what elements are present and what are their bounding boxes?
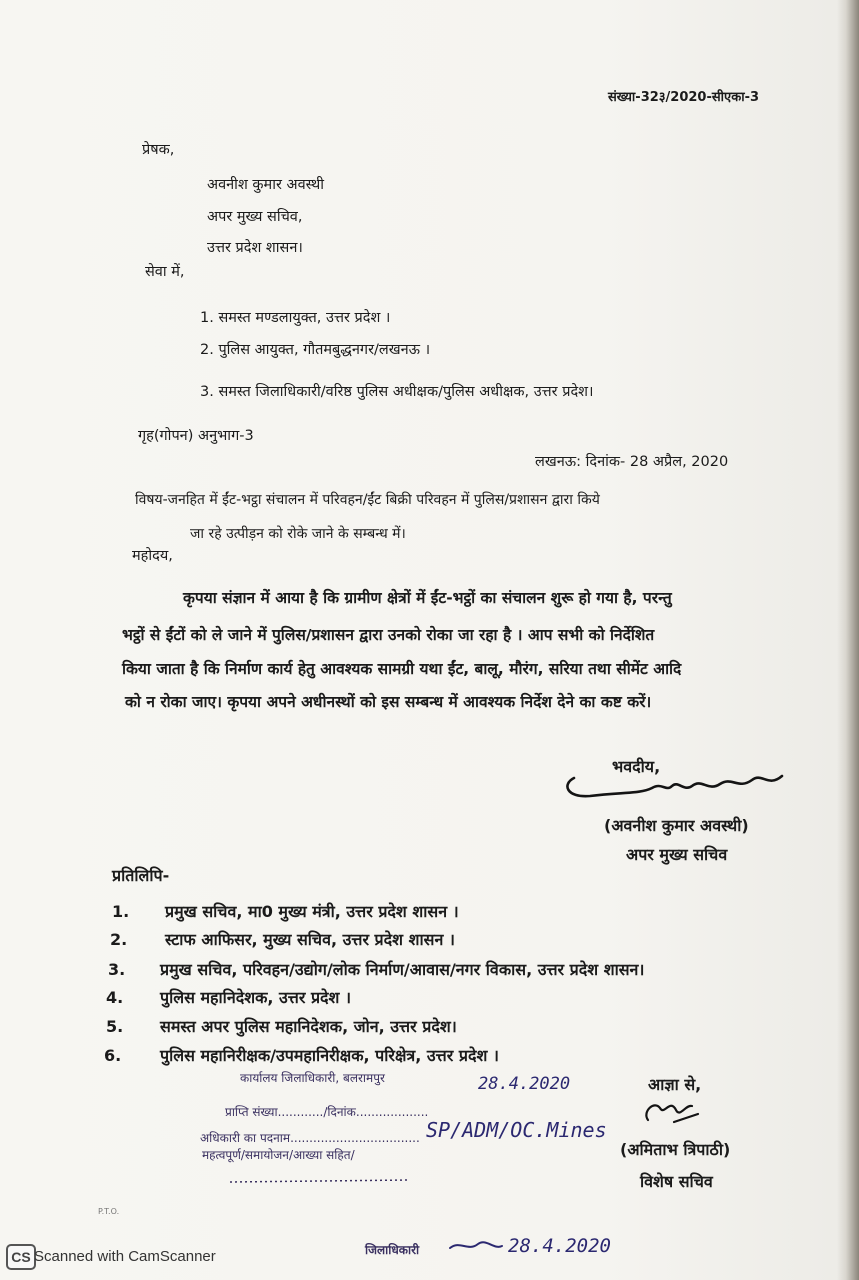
camscanner-watermark: Scanned with CamScanner bbox=[34, 1248, 216, 1265]
sender-post: अपर मुख्य सचिव, bbox=[207, 209, 303, 225]
dm-label: जिलाधिकारी bbox=[365, 1243, 420, 1257]
subject-line-2: जा रहे उत्पीड़न को रोके जाने के सम्बन्ध में। bbox=[190, 526, 406, 542]
stamp-officer-designation: अधिकारी का पदनाम.................................. bbox=[200, 1131, 420, 1145]
closing: भवदीय, bbox=[612, 757, 661, 776]
stamp-dotted-line bbox=[230, 1170, 430, 1190]
reference-number: संख्या-32३/2020-सीएका-3 bbox=[608, 90, 760, 105]
copy-item-text: प्रमुख सचिव, परिवहन/उद्योग/लोक निर्माण/आवास/नगर विकास, उत्तर प्रदेश शासन। bbox=[160, 960, 645, 979]
subject-line-1: विषय-जनहित में ईंट-भट्ठा संचालन में परिवहन/ईंट बिक्री परिवहन में पुलिस/प्रशासन द्वारा किये bbox=[135, 492, 600, 508]
copy-item-text: स्टाफ आफिसर, मुख्य सचिव, उत्तर प्रदेश शासन । bbox=[165, 930, 455, 949]
body-line-3: किया जाता है कि निर्माण कार्य हेतु आवश्यक सामग्री यथा ईंट, बालू, मौरंग, सरिया तथा सीमेंट आदि bbox=[122, 660, 682, 678]
copy-item-text: पुलिस महानिरीक्षक/उपमहानिरीक्षक, परिक्षेत्र, उत्तर प्रदेश । bbox=[160, 1046, 499, 1065]
page-shadow-edge bbox=[837, 0, 859, 1280]
section-name: गृह(गोपन) अनुभाग-3 bbox=[138, 428, 254, 444]
small-mark: P.T.O. bbox=[98, 1207, 120, 1216]
body-line-2: भट्ठों से ईंटों को ले जाने में पुलिस/प्रशासन द्वारा उनको रोका जा रहा है । आप सभी को निर्देशित bbox=[122, 626, 655, 644]
order-name: (अमिताभ त्रिपाठी) bbox=[620, 1140, 731, 1159]
copy-item-number: 4. bbox=[106, 988, 124, 1007]
copy-item-text: पुलिस महानिदेशक, उत्तर प्रदेश । bbox=[160, 988, 352, 1007]
handwritten-marking: SP/ADM/OC.Mines bbox=[426, 1118, 607, 1142]
sender-office: उत्तर प्रदेश शासन। bbox=[207, 240, 303, 256]
stamp-office: कार्यालय जिलाधिकारी, बलरामपुर bbox=[240, 1071, 385, 1085]
signature-awasthi bbox=[562, 768, 802, 808]
stamp-important-note: महत्वपूर्ण/समायोजन/आख्या सहित/ bbox=[202, 1148, 355, 1162]
signatory-post: अपर मुख्य सचिव bbox=[626, 845, 728, 864]
recipient-label: सेवा में, bbox=[145, 264, 185, 280]
sender-name: अवनीश कुमार अवस्थी bbox=[207, 177, 325, 193]
dm-handwritten-date: 28.4.2020 bbox=[508, 1235, 611, 1257]
signature-tripathi bbox=[640, 1094, 710, 1128]
copy-item-text: प्रमुख सचिव, मा0 मुख्य मंत्री, उत्तर प्रदेश शासन । bbox=[165, 902, 459, 921]
order-label: आज्ञा से, bbox=[648, 1075, 702, 1094]
body-line-1: कृपया संज्ञान में आया है कि ग्रामीण क्षेत्रों में ईंट-भट्ठों का संचालन शुरू हो गया है, परन्तु bbox=[183, 589, 672, 607]
order-post: विशेष सचिव bbox=[640, 1172, 713, 1191]
stamp-handwritten-date: 28.4.2020 bbox=[478, 1074, 571, 1094]
body-line-4: को न रोका जाए। कृपया अपने अधीनस्थों को इस सम्बन्ध में आवश्यक निर्देश देने का कष्ट करें। bbox=[125, 693, 652, 711]
copy-item-number: 6. bbox=[104, 1046, 122, 1065]
signatory-name: (अवनीश कुमार अवस्थी) bbox=[604, 816, 749, 835]
stamp-receipt-number: प्राप्ति संख्या............/दिनांक................... bbox=[225, 1105, 429, 1119]
copy-item-number: 3. bbox=[108, 960, 126, 979]
recipient-1: 1. समस्त मण्डलायुक्त, उत्तर प्रदेश । bbox=[200, 310, 391, 326]
recipient-2: 2. पुलिस आयुक्त, गौतमबुद्धनगर/लखनऊ । bbox=[200, 342, 431, 358]
copy-item-number: 1. bbox=[112, 902, 130, 921]
camscanner-logo: CS bbox=[6, 1244, 36, 1270]
recipient-3: 3. समस्त जिलाधिकारी/वरिष्ठ पुलिस अधीक्षक/पुलिस अधीक्षक, उत्तर प्रदेश। bbox=[200, 384, 594, 400]
copy-item-text: समस्त अपर पुलिस महानिदेशक, जोन, उत्तर प्रदेश। bbox=[160, 1017, 457, 1036]
copy-label: प्रतिलिपि- bbox=[112, 866, 170, 885]
copy-item-number: 5. bbox=[106, 1017, 124, 1036]
salutation: महोदय, bbox=[132, 548, 173, 564]
copy-item-number: 2. bbox=[110, 930, 128, 949]
sender-label: प्रेषक, bbox=[142, 142, 175, 158]
dm-scribble bbox=[446, 1236, 506, 1256]
place-date: लखनऊ: दिनांक- 28 अप्रैल, 2020 bbox=[535, 454, 729, 470]
